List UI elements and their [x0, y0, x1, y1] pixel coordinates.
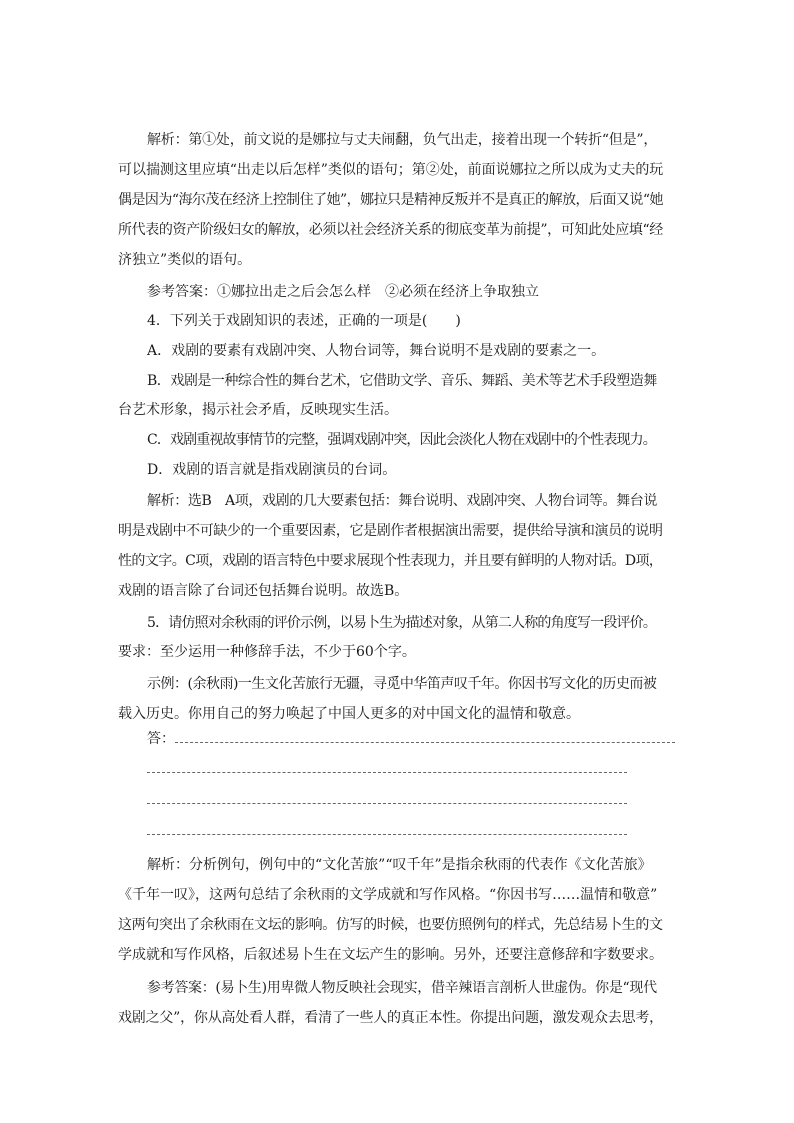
text-line: 所代表的资产阶级妇女的解放，必须以社会经济关系的彻底变革为前提”，可知此处应填“经: [118, 222, 663, 238]
text-line: 可以揣测这里应填“出走以后怎样”类似的语句；第②处，前面说娜拉之所以成为丈夫的玩: [118, 162, 664, 178]
text-line: 参考答案：(易卜生)用卑微人物反映社会现实，借辛辣语言剖析人世虚伪。你是“现代: [147, 980, 657, 996]
text-line: 这两句突出了余秋雨在文坛的影响。仿写的时候，也要仿照例句的样式，先总结易卜生的文: [118, 917, 663, 933]
text-line: 济独立”类似的语句。: [118, 252, 252, 268]
text-line: 5．请仿照对余秋雨的评价示例，以易卜生为描述对象，从第二人称的角度写一段评价。: [147, 615, 657, 631]
text-line: 解析：分析例句，例句中的“文化苦旅”“叹千年”是指余秋雨的代表作《文化苦旅》: [147, 857, 652, 873]
text-line: 参考答案：①娜拉出走之后会怎么样 ②必须在经济上争取独立: [147, 284, 539, 300]
answer-row: [147, 729, 677, 749]
text-line: 要求：至少运用一种修辞手法，不少于60个字。: [118, 644, 416, 660]
text-line: 学成就和写作风格，后叙述易卜生在文坛产生的影响。另外，还要注意修辞和字数要求。: [118, 947, 663, 963]
text-line: 解析：选B A项，戏剧的几大要素包括：舞台说明、戏剧冲突、人物台词等。舞台说: [147, 493, 658, 509]
text-line: 4．下列关于戏剧知识的表述，正确的一项是( ): [147, 313, 461, 329]
text-line: 《千年一叹》，这两句总结了余秋雨的文学成就和写作风格。“你因书写……温情和敬意”: [118, 887, 658, 903]
text-line: 示例：(余秋雨)一生文化苦旅行无疆，寻觅中华笛声叹千年。你因书写文化的历史而被: [147, 676, 657, 692]
text-line: C．戏剧重视故事情节的完整，强调戏剧冲突，因此会淡化人物在戏剧中的个性表现力。: [147, 432, 656, 448]
text-line: A．戏剧的要素有戏剧冲突、人物台词等，舞台说明不是戏剧的要素之一。: [147, 343, 606, 359]
answer-line[interactable]: [175, 742, 675, 743]
text-line: B．戏剧是一种综合性的舞台艺术，它借助文学、音乐、舞蹈、美术等艺术手段塑造舞: [147, 373, 657, 389]
text-line: 明是戏剧中不可缺少的一个重要因素，它是剧作者根据演出需要，提供给导演和演员的说明: [118, 523, 663, 539]
answer-line[interactable]: [147, 834, 627, 835]
answer-line[interactable]: [147, 803, 627, 804]
answer-line[interactable]: [147, 772, 627, 773]
text-line: 载入历史。你用自己的努力唤起了中国人更多的对中国文化的温情和敬意。: [118, 706, 580, 722]
text-line: 性的文字。C项，戏剧的语言特色中要求展现个性表现力，并且要有鲜明的人物对话。D项，: [118, 553, 663, 569]
text-line: 解析：第①处，前文说的是娜拉与丈夫闹翻，负气出走，接着出现一个转折“但是”，: [147, 132, 658, 148]
text-line: 戏剧之父”，你从高处看人群，看清了一些人的真正本性。你提出问题，激发观众去思考，: [118, 1010, 663, 1026]
text-line: 台艺术形象，揭示社会矛盾，反映现实生活。: [118, 402, 398, 418]
text-line: 偶是因为“海尔茂在经济上控制住了她”，娜拉只是精神反叛并不是真正的解放，后面又说“她: [118, 192, 663, 208]
answer-label: 答：: [147, 731, 175, 747]
text-line: 戏剧的语言除了台词还包括舞台说明。故选B。: [118, 583, 409, 599]
text-line: D．戏剧的语言就是指戏剧演员的台词。: [147, 462, 397, 478]
